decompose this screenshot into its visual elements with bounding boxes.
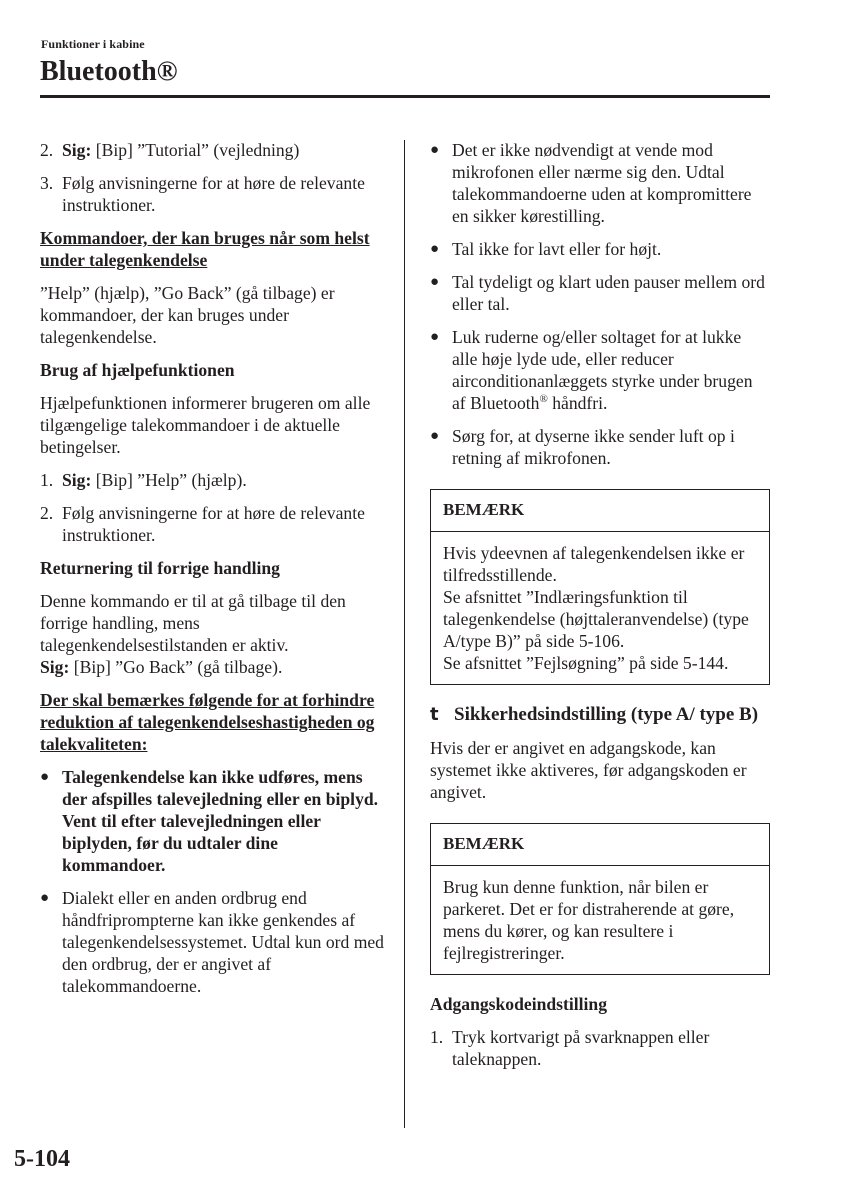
bold-bullet-list: [40, 766, 385, 876]
list-item: [430, 139, 770, 227]
bullet-icon: ●: [430, 142, 440, 158]
section-label: Funktioner i kabine: [41, 37, 145, 51]
note-line: Hvis ydeevnen af talegenkendelsen ikke er tilfredsstillende.: [443, 543, 745, 585]
note-box-recognition: [430, 489, 770, 685]
bullet-icon: ●: [40, 890, 50, 906]
note-line: Se afsnittet ”Fejlsøgning” på side 5-144.: [443, 653, 729, 673]
list-item: [430, 238, 770, 260]
list-item: [430, 271, 770, 315]
paragraph-security: Hvis der er angivet en adgangskode, kan systemet ikke aktiveres, før adgangskoden er angivet.: [430, 738, 747, 802]
return-command: [Bip] ”Go Back” (gå tilbage).: [69, 657, 283, 677]
paragraph-help-function: Hjælpefunktionen informerer brugeren om alle tilgængelige talekommandoer i de aktuelle betingelser.: [40, 393, 371, 457]
bullet-list: [40, 887, 385, 997]
list-item: [430, 425, 770, 469]
bullet-icon: ●: [430, 329, 440, 345]
say-label: Sig:: [40, 657, 70, 677]
step-text: Følg anvisningerne for at høre de relevante instruktioner.: [62, 503, 365, 545]
note-body: [431, 532, 769, 684]
help-step-2: [40, 502, 385, 546]
say-label: Sig:: [62, 140, 92, 160]
step-number: 2.: [40, 140, 54, 160]
step-text: [Bip] ”Tutorial” (vejledning): [91, 140, 300, 160]
section-title: Sikkerhedsindstilling (type A/ type B): [454, 704, 759, 725]
step-number: 1.: [40, 470, 54, 490]
say-label: Sig:: [62, 470, 92, 490]
page-number: 5-104: [14, 1146, 70, 1172]
heading-help-function: Brug af hjælpefunktionen: [40, 360, 235, 380]
left-column: [40, 139, 385, 1008]
bullet-text: Det er ikke nødvendigt at vende mod mikrofonen eller nærme sig den. Udtal talekommandoerne uden at kompromittere en sikker kørestilling.: [452, 140, 752, 226]
bullet-text: Tal ikke for lavt eller for højt.: [452, 239, 662, 259]
list-item: [40, 887, 385, 997]
page-title: Bluetooth®: [40, 56, 178, 87]
step-text: [Bip] ”Help” (hjælp).: [91, 470, 247, 490]
note-title: BEMÆRK: [431, 824, 769, 866]
help-step-1: [40, 469, 385, 491]
bullet-icon: ●: [430, 274, 440, 290]
bullet-icon: ●: [430, 241, 440, 257]
step-text: Tryk kortvarigt på svarknappen eller taleknappen.: [452, 1027, 710, 1069]
note-line: Se afsnittet ”Indlæringsfunktion til talegenkendelse (højttaleranvendelse) (type A/type B)” på side 5-106.: [443, 587, 749, 651]
section-heading-security: [430, 703, 770, 727]
paragraph-return: [40, 590, 385, 678]
step-text: Følg anvisningerne for at høre de relevante instruktioner.: [62, 173, 365, 215]
bullet-text: Talegenkendelse kan ikke udføres, mens der afspilles talevejledning eller en biplyd. Vent til efter talevejledningen eller biplyden, før du udtaler dine kommandoer.: [62, 767, 379, 875]
step-number: 3.: [40, 173, 54, 193]
heading-return: Returnering til forrige handling: [40, 558, 280, 578]
list-item: [430, 326, 770, 414]
column-divider: [404, 140, 405, 1128]
title-rule: [40, 95, 770, 98]
paragraph-always-commands: ”Help” (hjælp), ”Go Back” (gå tilbage) er kommandoer, der kan bruges under talegenkendelse.: [40, 283, 335, 347]
heading-passcode: Adgangskodeindstilling: [430, 994, 607, 1014]
note-body: Brug kun denne funktion, når bilen er parkeret. Det er for distraherende at gøre, mens du kører, og kan resultere i fejlregistreringer.: [443, 877, 735, 963]
bullet-text: Dialekt eller en anden ordbrug end håndfriprompterne kan ikke genkendes af talegenkendelsessystemet. Udtal kun ord med den ordbrug, der er angivet af talekommandoerne.: [62, 888, 384, 996]
return-text: Denne kommando er til at gå tilbage til den forrige handling, mens talegenkendelsestilstanden er aktiv.: [40, 591, 346, 655]
list-item: [40, 766, 385, 876]
step-2: [40, 139, 385, 161]
heading-always-commands: Kommandoer, der kan bruges når som helst under talegenkendelse: [40, 228, 370, 270]
bullet-icon: ●: [40, 769, 50, 785]
step-number: 2.: [40, 503, 54, 523]
bullet-icon: ●: [430, 428, 440, 444]
bullet-text-end: håndfri.: [547, 393, 608, 413]
bullet-text: Luk ruderne og/eller soltaget for at lukke alle høje lyde ude, eller reducer airconditionanlæggets styrke under brugen af Bluetooth: [452, 327, 753, 413]
note-box-security: [430, 823, 770, 975]
registered-mark: ®: [539, 393, 548, 406]
heading-notes: Der skal bemærkes følgende for at forhindre reduktion af talegenkendelseshastigheden og talekvaliteten:: [40, 690, 375, 754]
passcode-step-1: [430, 1026, 770, 1070]
right-column: [430, 139, 770, 1081]
section-marker-icon: t: [430, 704, 439, 725]
bullet-list: [430, 139, 770, 469]
bullet-text: Sørg for, at dyserne ikke sender luft op i retning af mikrofonen.: [452, 426, 735, 468]
note-title: BEMÆRK: [431, 490, 769, 532]
step-3: [40, 172, 385, 216]
step-number: 1.: [430, 1027, 444, 1047]
bullet-text: Tal tydeligt og klart uden pauser mellem ord eller tal.: [452, 272, 765, 314]
